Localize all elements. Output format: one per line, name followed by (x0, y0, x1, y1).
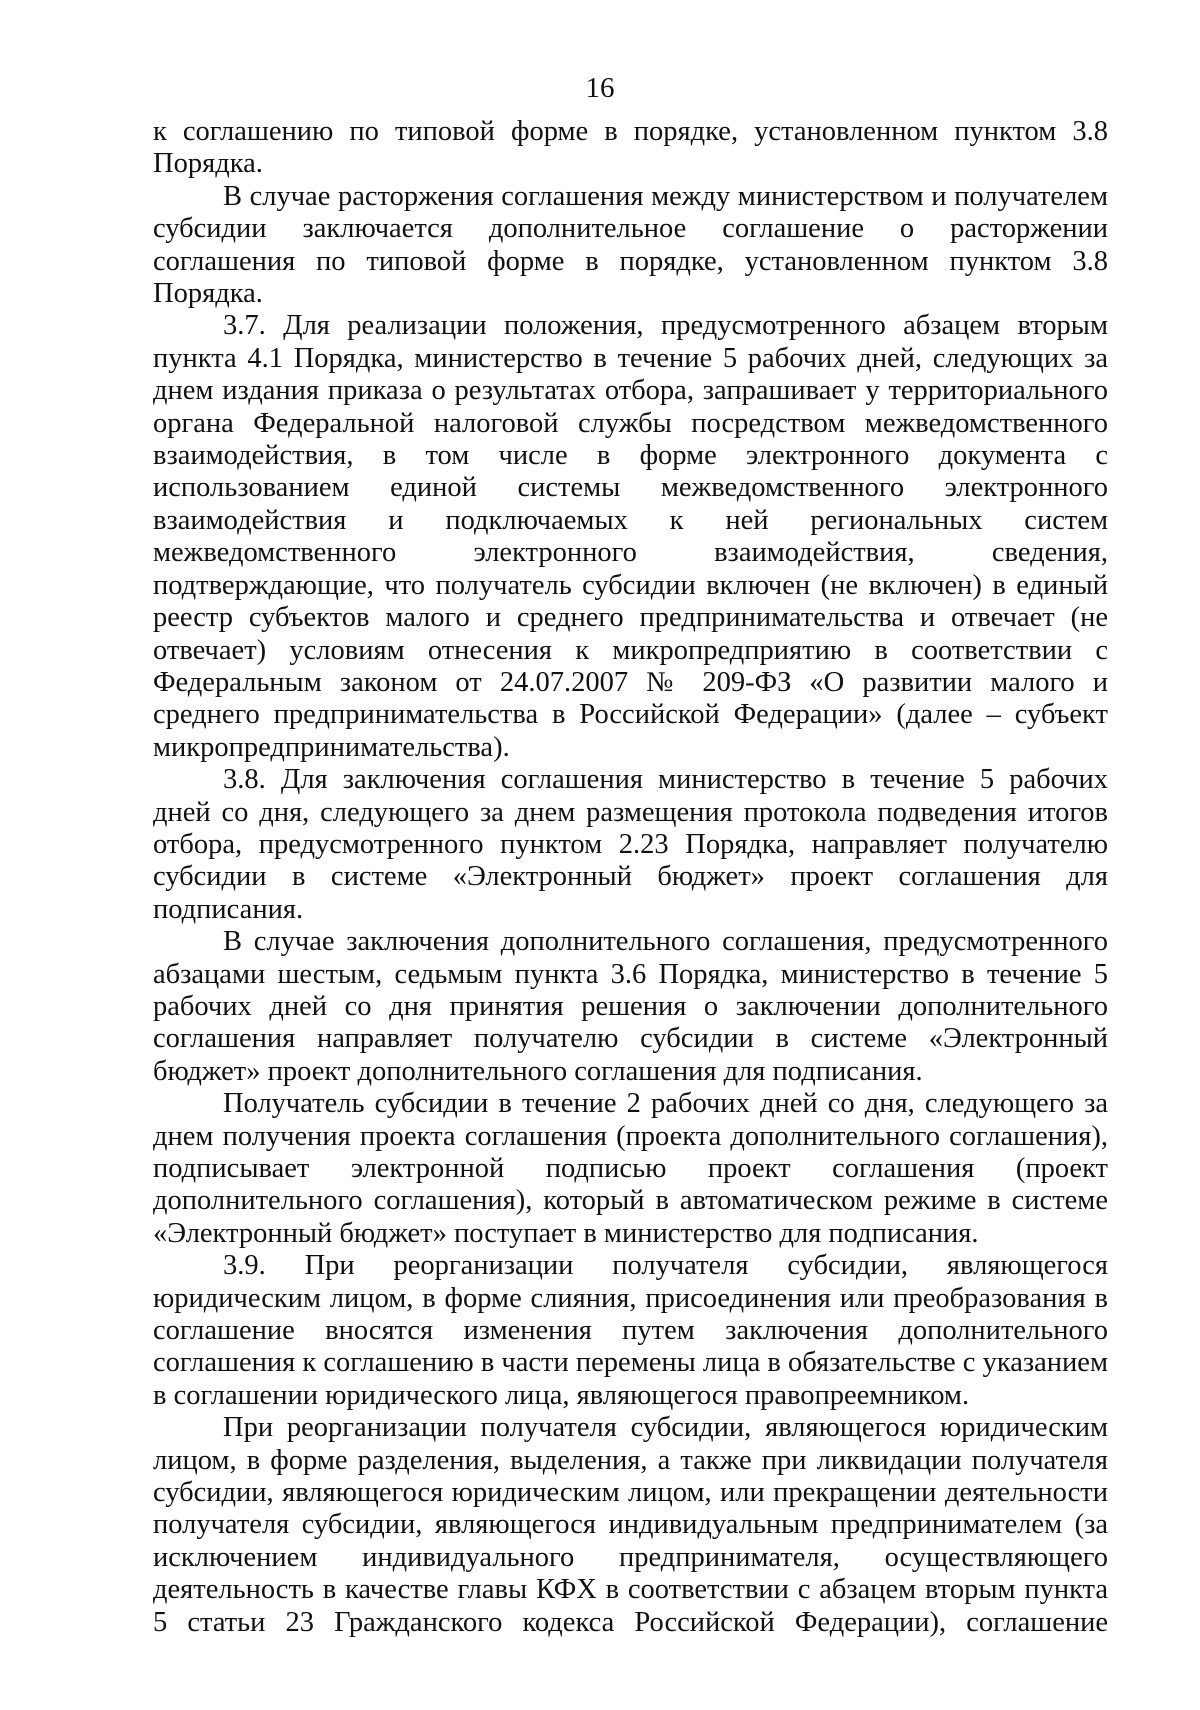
document-body (153, 116, 1108, 1639)
paragraph-continuation: к соглашению по типовой форме в порядке, установленном пунктом 3.8 Порядка. (153, 116, 1108, 180)
paragraph-recipient-signing: Получатель субсидии в течение 2 рабочих дней со дня, следующего за днем получения проекта соглашения (проекта дополнительного соглашения), подписывает электронной подписью проект соглашения (проект дополнительного соглашения), который в автоматическом режиме в системе «Электронный бюджет» поступает в министерство для подписания. (153, 1088, 1108, 1249)
paragraph-3-9: 3.9. При реорганизации получателя субсидии, являющегося юридическим лицом, в форме слияния, присоединения или преобразования в соглашение вносятся изменения путем заключения дополнительного соглашения к соглашению в части перемены лица в обязательстве с указанием в соглашении юридического лица, являющегося правопреемником. (153, 1250, 1108, 1411)
page-number: 16 (585, 72, 615, 104)
paragraph-additional-agreement: В случае заключения дополнительного соглашения, предусмотренного абзацами шестым, седьмым пункта 3.6 Порядка, министерство в течение 5 рабочих дней со дня принятия решения о заключении дополнительного соглашения направляет получателю субсидии в системе «Электронный бюджет» проект дополнительного соглашения для подписания. (153, 926, 1108, 1087)
paragraph-reorganization: При реорганизации получателя субсидии, являющегося юридическим лицом, в форме разделения, выделения, а также при ликвидации получателя субсидии, являющегося юридическим лицом, или прекращении деятельности получателя субсидии, являющегося индивидуальным предпринимателем (за исключением индивидуального предпринимателя, осуществляющего деятельность в качестве главы КФХ в соответствии с абзацем вторым пункта 5 статьи 23 Гражданского кодекса Российской Федерации), соглашение (153, 1412, 1108, 1638)
paragraph-termination: В случае расторжения соглашения между министерством и получателем субсидии заключается дополнительное соглашение о расторжении соглашения по типовой форме в порядке, установленном пунктом 3.8 Порядка. (153, 180, 1108, 310)
paragraph-3-7: 3.7. Для реализации положения, предусмотренного абзацем вторым пункта 4.1 Порядка, министерство в течение 5 рабочих дней, следующих за днем издания приказа о результатах отбора, запрашивает у территориального органа Федеральной налоговой службы посредством межведомственного взаимодействия, в том числе в форме электронного документа с использованием единой системы межведомственного электронного взаимодействия и подключаемых к ней региональных систем межведомственного электронного взаимодействия, сведения, подтверждающие, что получатель субсидии включен (не включен) в единый реестр субъектов малого и среднего предпринимательства и отвечает (не отвечает) условиям отнесения к микропредприятию в соответствии с Федеральным законом от 24.07.2007 № 209-ФЗ «О развитии малого и среднего предпринимательства в Российской Федерации» (далее – субъект микропредпринимательства). (153, 310, 1108, 763)
paragraph-3-8: 3.8. Для заключения соглашения министерство в течение 5 рабочих дней со дня, следующего за днем размещения протокола подведения итогов отбора, предусмотренного пунктом 2.23 Порядка, направляет получателю субсидии в системе «Электронный бюджет» проект соглашения для подписания. (153, 764, 1108, 925)
